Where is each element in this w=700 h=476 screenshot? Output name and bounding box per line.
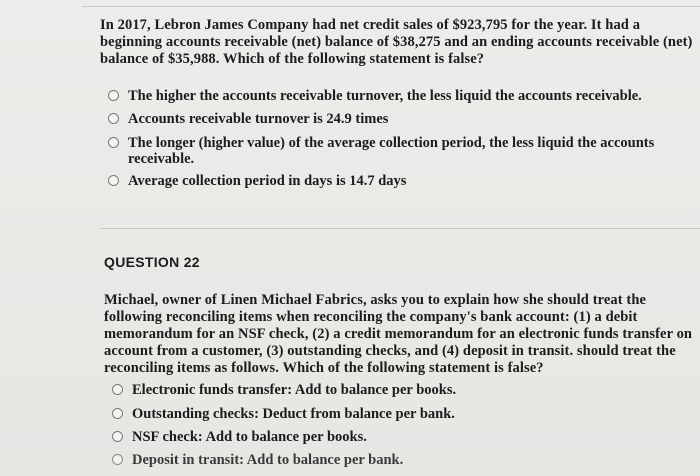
radio-button[interactable]	[108, 113, 119, 124]
option-label: The longer (higher value) of the average collection period, the less liquid the accounts receivable.	[128, 135, 655, 167]
radio-button[interactable]	[112, 384, 123, 395]
radio-button[interactable]	[112, 454, 123, 465]
question-divider	[100, 228, 700, 229]
option-q21-1[interactable]	[108, 88, 688, 104]
radio-button[interactable]	[112, 408, 123, 419]
radio-button[interactable]	[112, 431, 123, 442]
option-label: Electronic funds transfer: Add to balance per books.	[132, 382, 457, 398]
option-q22-2[interactable]	[112, 406, 692, 422]
question-22-header: QUESTION 22	[104, 254, 200, 270]
option-label: NSF check: Add to balance per books.	[132, 429, 367, 445]
radio-button[interactable]	[108, 90, 119, 101]
option-label: Accounts receivable turnover is 24.9 times	[128, 111, 389, 127]
radio-button[interactable]	[108, 175, 119, 186]
option-q21-4[interactable]	[108, 173, 688, 189]
option-q22-3[interactable]	[112, 429, 692, 445]
question-22-text: Michael, owner of Linen Michael Fabrics, asks you to explain how she should treat the following reconciling items when reconciling the company's bank account: (1) a debit memorandum for an NSF check, (2) a credit memorandum for an electronic funds transfer on account from a customer, (3) outstanding checks, and (4) deposit in transit. should treat the reconciling items as follows. Which of the following statement is false?	[104, 292, 693, 376]
top-divider	[82, 6, 700, 7]
option-label: Deposit in transit: Add to balance per bank.	[132, 452, 404, 468]
option-q21-2[interactable]	[108, 111, 688, 127]
option-label: Average collection period in days is 14.7 days	[128, 173, 407, 189]
option-q21-3[interactable]	[108, 135, 688, 167]
radio-button[interactable]	[108, 137, 119, 148]
option-q22-1[interactable]	[112, 382, 692, 398]
option-label: The higher the accounts receivable turnover, the less liquid the accounts receivable.	[128, 88, 642, 104]
question-21-text: In 2017, Lebron James Company had net credit sales of $923,795 for the year. It had a beginning accounts receivable (net) balance of $38,275 and an ending accounts receivable (net) balance of $35,988. Which of the following statement is false?	[100, 17, 693, 67]
option-label: Outstanding checks: Deduct from balance per bank.	[132, 406, 455, 422]
option-q22-4[interactable]	[112, 452, 692, 468]
